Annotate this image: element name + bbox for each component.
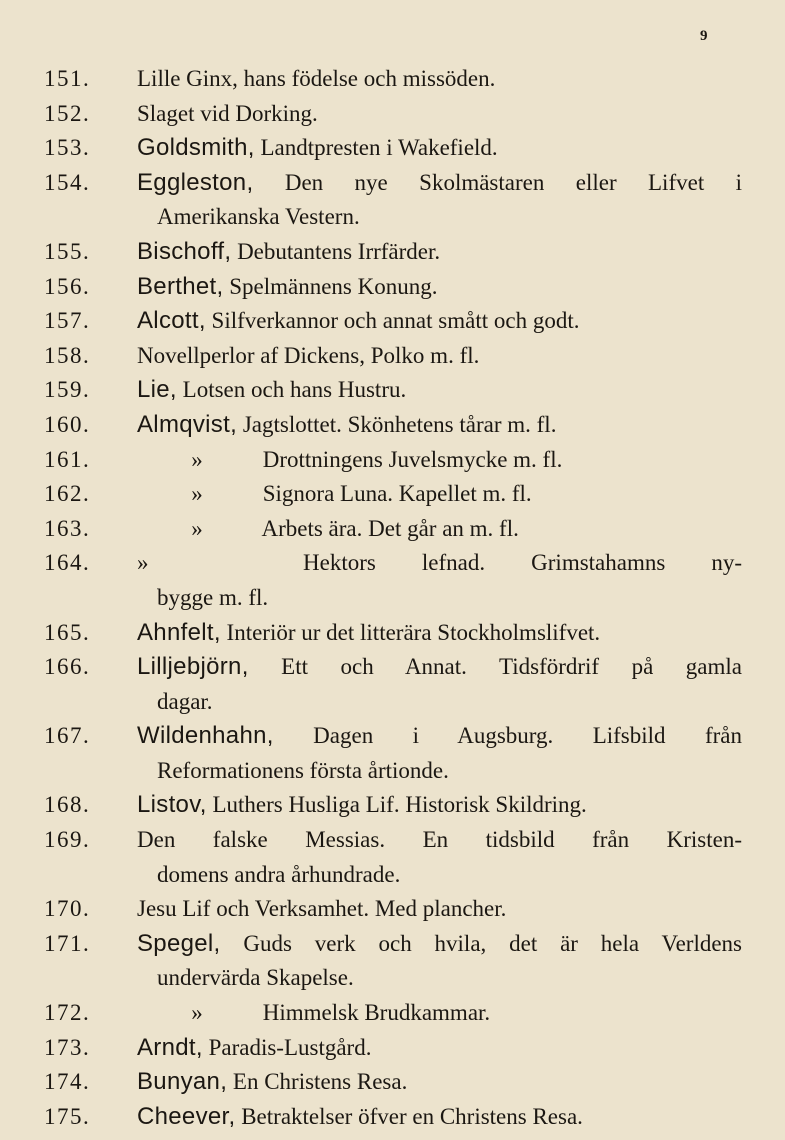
- ditto-mark: »: [137, 550, 149, 576]
- entry-number: 152.: [44, 100, 91, 126]
- entry-author: Cheever,: [137, 1102, 236, 1130]
- entry-number: 157.: [44, 308, 91, 334]
- catalog-entry: [0, 1100, 785, 1135]
- entry-text: [137, 131, 742, 166]
- entry-first-line: [137, 339, 742, 374]
- entry-title: Spelmännens Konung.: [229, 273, 438, 299]
- entry-title: Landtpresten i Wakefield.: [260, 135, 498, 161]
- entry-title: En Christens Resa.: [232, 1069, 408, 1095]
- entry-number: 159.: [44, 377, 91, 403]
- entry-title: Novellperlor af Dickens, Polko m. fl.: [137, 342, 480, 368]
- entry-title-continuation: Amerikanska Vestern.: [157, 204, 360, 230]
- entry-author: Almqvist,: [137, 410, 238, 438]
- entry-number: 164.: [44, 550, 91, 576]
- entry-text: [137, 373, 742, 408]
- entry-author: Alcott,: [137, 307, 206, 335]
- entry-title: Signora Luna. Kapellet m. fl.: [262, 481, 532, 507]
- entry-number: 153.: [44, 135, 91, 161]
- entry-first-line: [137, 235, 742, 270]
- entry-author: Arndt,: [137, 1033, 203, 1061]
- entry-text: [137, 339, 742, 374]
- catalog-entry: [0, 62, 785, 97]
- entry-text: [137, 616, 742, 651]
- entry-author: Spegel,: [137, 929, 221, 957]
- entry-title: Lotsen och hans Hustru.: [182, 377, 407, 403]
- entry-title: Luthers Husliga Lif. Historisk Skildring.: [212, 792, 587, 818]
- catalog-entry: [0, 270, 785, 305]
- entry-text: [137, 270, 742, 305]
- entry-text: [137, 97, 742, 132]
- entry-text: [137, 512, 742, 547]
- entry-author: Lilljebjörn,: [137, 653, 249, 681]
- catalog-entry: [0, 304, 785, 339]
- entry-title: Interiör ur det litterära Stockholmslifvet.: [226, 619, 601, 645]
- entry-first-line: [137, 1031, 742, 1066]
- entry-title: Betraktelser öfver en Christens Resa.: [241, 1103, 583, 1129]
- entry-number: 170.: [44, 896, 91, 922]
- entry-number: 168.: [44, 792, 91, 818]
- entry-first-line: [137, 131, 742, 166]
- catalog-entry: [0, 1065, 785, 1100]
- entry-title-continuation: Reformationens första årtionde.: [157, 757, 449, 783]
- entry-text: [137, 996, 742, 1031]
- entry-first-line: [137, 1100, 742, 1135]
- entry-number: 169.: [44, 827, 91, 853]
- entry-first-line: [137, 443, 742, 478]
- ditto-mark: »: [191, 446, 203, 472]
- entry-first-line: [137, 97, 742, 132]
- entry-author: Eggleston,: [137, 168, 254, 196]
- entry-text: [137, 823, 742, 892]
- catalog-entry-list: [0, 62, 785, 1134]
- entry-number: 158.: [44, 342, 91, 368]
- entry-title: Paradis-Lustgård.: [208, 1034, 372, 1060]
- entry-number: 172.: [44, 1000, 91, 1026]
- entry-first-line: [137, 477, 742, 512]
- catalog-entry: [0, 97, 785, 132]
- entry-title: Hektors lefnad. Grimstahamns ny-: [303, 550, 742, 576]
- entry-number: 174.: [44, 1069, 91, 1095]
- entry-author: Ahnfelt,: [137, 618, 221, 646]
- catalog-entry: [0, 131, 785, 166]
- entry-title: Guds verk och hvila, det är hela Verldens: [243, 930, 742, 956]
- entry-title: Den falske Messias. En tidsbild från Kristen-: [137, 827, 742, 853]
- catalog-entry: [0, 339, 785, 374]
- entry-number: 165.: [44, 619, 91, 645]
- entry-title: Den nye Skolmästaren eller Lifvet i: [284, 169, 742, 195]
- entry-number: 155.: [44, 238, 91, 264]
- entry-first-line: [137, 1065, 742, 1100]
- catalog-entry: [0, 616, 785, 651]
- entry-text: [137, 443, 742, 478]
- entry-author: Bunyan,: [137, 1068, 228, 1096]
- entry-first-line: [137, 650, 742, 685]
- entry-first-line: [137, 616, 742, 651]
- catalog-entry: [0, 650, 785, 719]
- entry-title: Silfverkannor och annat smått och godt.: [211, 308, 580, 334]
- entry-number: 151.: [44, 66, 91, 91]
- entry-title: Himmelsk Brudkammar.: [262, 1000, 491, 1026]
- entry-text: [137, 477, 742, 512]
- entry-first-line: [137, 927, 742, 962]
- entry-text: [137, 788, 742, 823]
- entry-number: 154.: [44, 169, 91, 195]
- catalog-entry: [0, 1031, 785, 1066]
- entry-number: 171.: [44, 930, 91, 956]
- entry-title: Arbets ära. Det går an m. fl.: [261, 515, 519, 541]
- entry-author: Goldsmith,: [137, 134, 255, 162]
- entry-text: [137, 1100, 742, 1135]
- entry-number: 175.: [44, 1103, 91, 1129]
- entry-title: Slaget vid Dorking.: [137, 100, 318, 126]
- entry-text: [137, 1065, 742, 1100]
- entry-text: [137, 719, 742, 788]
- entry-text: [137, 62, 742, 97]
- entry-title-continuation: dagar.: [157, 688, 213, 714]
- ditto-mark: »: [191, 515, 203, 541]
- entry-title: Debutantens Irrfärder.: [237, 238, 441, 264]
- entry-first-line: [137, 270, 742, 305]
- entry-text: [137, 235, 742, 270]
- catalog-entry: [0, 373, 785, 408]
- entry-title-continuation: bygge m. fl.: [157, 584, 269, 610]
- entry-text: [137, 650, 742, 719]
- entry-number: 156.: [44, 273, 91, 299]
- entry-author: Berthet,: [137, 272, 224, 300]
- catalog-entry: [0, 546, 785, 615]
- entry-title: Ett och Annat. Tidsfördrif på gamla: [281, 654, 742, 680]
- catalog-entry: [0, 823, 785, 892]
- catalog-entry: [0, 788, 785, 823]
- page-number: 9: [700, 28, 708, 44]
- entry-text: [137, 927, 742, 996]
- catalog-entry: [0, 408, 785, 443]
- entry-title: Dagen i Augsburg. Lifsbild från: [313, 723, 742, 749]
- entry-text: [137, 408, 742, 443]
- entry-first-line: [137, 166, 742, 201]
- entry-first-line: [137, 823, 742, 858]
- entry-text: [137, 304, 742, 339]
- entry-title: Drottningens Juvelsmycke m. fl.: [262, 446, 563, 472]
- catalog-entry: [0, 927, 785, 996]
- entry-first-line: [137, 62, 742, 97]
- entry-text: [137, 1031, 742, 1066]
- entry-title-continuation: domens andra århundrade.: [157, 861, 401, 887]
- catalog-entry: [0, 235, 785, 270]
- entry-first-line: [137, 546, 742, 581]
- entry-first-line: [137, 996, 742, 1031]
- entry-author: Wildenhahn,: [137, 722, 274, 750]
- entry-title-continuation: undervärda Skapelse.: [157, 965, 354, 991]
- catalog-entry: [0, 166, 785, 235]
- catalog-entry: [0, 512, 785, 547]
- entry-title: Jesu Lif och Verksamhet. Med plancher.: [137, 896, 507, 922]
- entry-author: Listov,: [137, 791, 207, 819]
- catalog-entry: [0, 996, 785, 1031]
- entry-number: 161.: [44, 446, 91, 472]
- entry-title: Jagtslottet. Skönhetens tårar m. fl.: [242, 411, 557, 437]
- catalog-entry: [0, 477, 785, 512]
- entry-number: 173.: [44, 1034, 91, 1060]
- entry-first-line: [137, 512, 742, 547]
- entry-number: 166.: [44, 654, 91, 680]
- entry-author: Bischoff,: [137, 237, 232, 265]
- catalog-entry: [0, 719, 785, 788]
- entry-first-line: [137, 719, 742, 754]
- catalog-entry: [0, 892, 785, 927]
- entry-text: [137, 892, 742, 927]
- ditto-mark: »: [191, 481, 203, 507]
- entry-first-line: [137, 373, 742, 408]
- entry-first-line: [137, 304, 742, 339]
- entry-number: 160.: [44, 411, 91, 437]
- catalog-entry: [0, 443, 785, 478]
- entry-title: Lille Ginx, hans födelse och missöden.: [137, 66, 496, 91]
- entry-first-line: [137, 408, 742, 443]
- entry-first-line: [137, 788, 742, 823]
- ditto-mark: »: [191, 1000, 203, 1026]
- entry-text: [137, 546, 742, 615]
- entry-text: [137, 166, 742, 235]
- entry-first-line: [137, 892, 742, 927]
- entry-author: Lie,: [137, 376, 177, 404]
- entry-number: 167.: [44, 723, 91, 749]
- entry-number: 162.: [44, 481, 91, 507]
- entry-number: 163.: [44, 515, 91, 541]
